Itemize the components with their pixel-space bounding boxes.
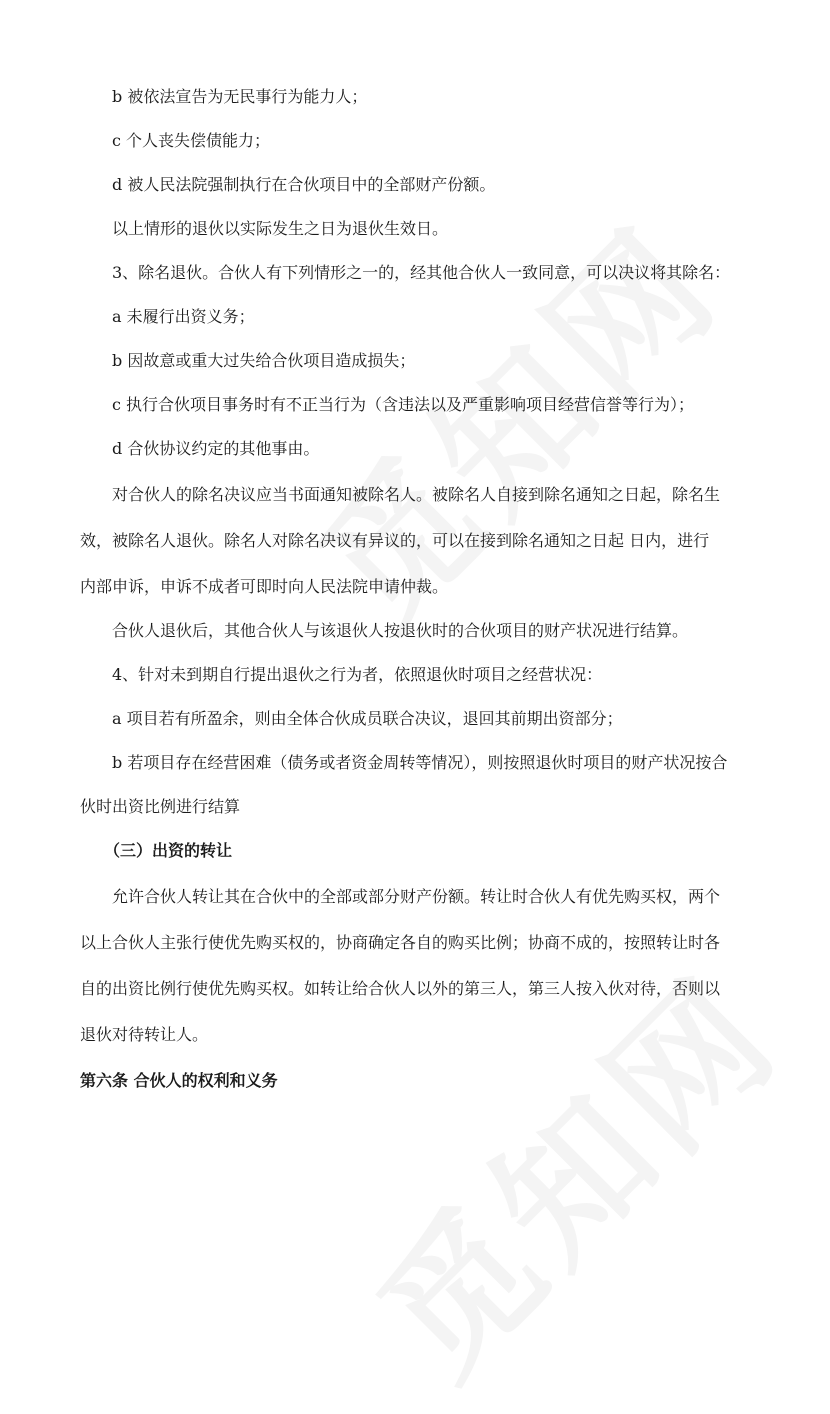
- clause-item-b: b 若项目存在经营困难（债务或者资金周转等情况），则按照退伙时项目的财产状况按合: [112, 753, 728, 772]
- article-heading: 第六条 合伙人的权利和义务: [80, 1071, 278, 1090]
- paragraph-text: 内部申诉，申诉不成者可即时向人民法院申请仲裁。: [80, 577, 449, 596]
- paragraph-text: 以上情形的退伙以实际发生之日为退伙生效日。: [112, 219, 449, 238]
- clause-item-d: d 合伙协议约定的其他事由。: [112, 439, 320, 458]
- clause-item-a: a 项目若有所盈余，则由全体合伙成员联合决议，退回其前期出资部分；: [112, 709, 623, 728]
- paragraph-text: 合伙人退伙后，其他合伙人与该退伙人按退伙时的合伙项目的财产状况进行结算。: [112, 621, 689, 640]
- clause-item-c: c 执行合伙项目事务时有不正当行为（含违法以及严重影响项目经营信誉等行为）；: [112, 395, 695, 414]
- paragraph-text: 允许合伙人转让其在合伙中的全部或部分财产份额。转让时合伙人有优先购买权，两个: [112, 887, 721, 906]
- clause-item-a: a 未履行出资义务；: [112, 307, 255, 326]
- paragraph-text: 退伙对待转让人。: [80, 1025, 209, 1044]
- paragraph-text: 自的出资比例行使优先购买权。如转让给合伙人以外的第三人，第三人按入伙对待，否则以: [80, 979, 721, 998]
- section-heading: 3、除名退伙。合伙人有下列情形之一的，经其他合伙人一致同意，可以决议将其除名：: [112, 263, 731, 282]
- clause-item-d: d 被人民法院强制执行在合伙项目中的全部财产份额。: [112, 175, 496, 194]
- section-heading: 4、针对未到期自行提出退伙之行为者，依照退伙时项目之经营状况：: [112, 665, 603, 684]
- clause-item-b: b 被依法宣告为无民事行为能力人；: [112, 87, 368, 106]
- paragraph-text: 以上合伙人主张行使优先购买权的，协商确定各自的购买比例；协商不成的，按照转让时各: [80, 933, 721, 952]
- clause-item-b: b 因故意或重大过失给合伙项目造成损失；: [112, 351, 416, 370]
- paragraph-text: 效，被除名人退伙。除名人对除名决议有异议的，可以在接到除名通知之日起 日内，进行: [80, 531, 710, 550]
- subsection-heading: （三）出资的转让: [104, 841, 233, 860]
- paragraph-text: 对合伙人的除名决议应当书面通知被除名人。被除名人自接到除名通知之日起，除名生: [112, 485, 721, 504]
- paragraph-text: 伙时出资比例进行结算: [80, 797, 241, 816]
- clause-item-c: c 个人丧失偿债能力；: [112, 131, 271, 150]
